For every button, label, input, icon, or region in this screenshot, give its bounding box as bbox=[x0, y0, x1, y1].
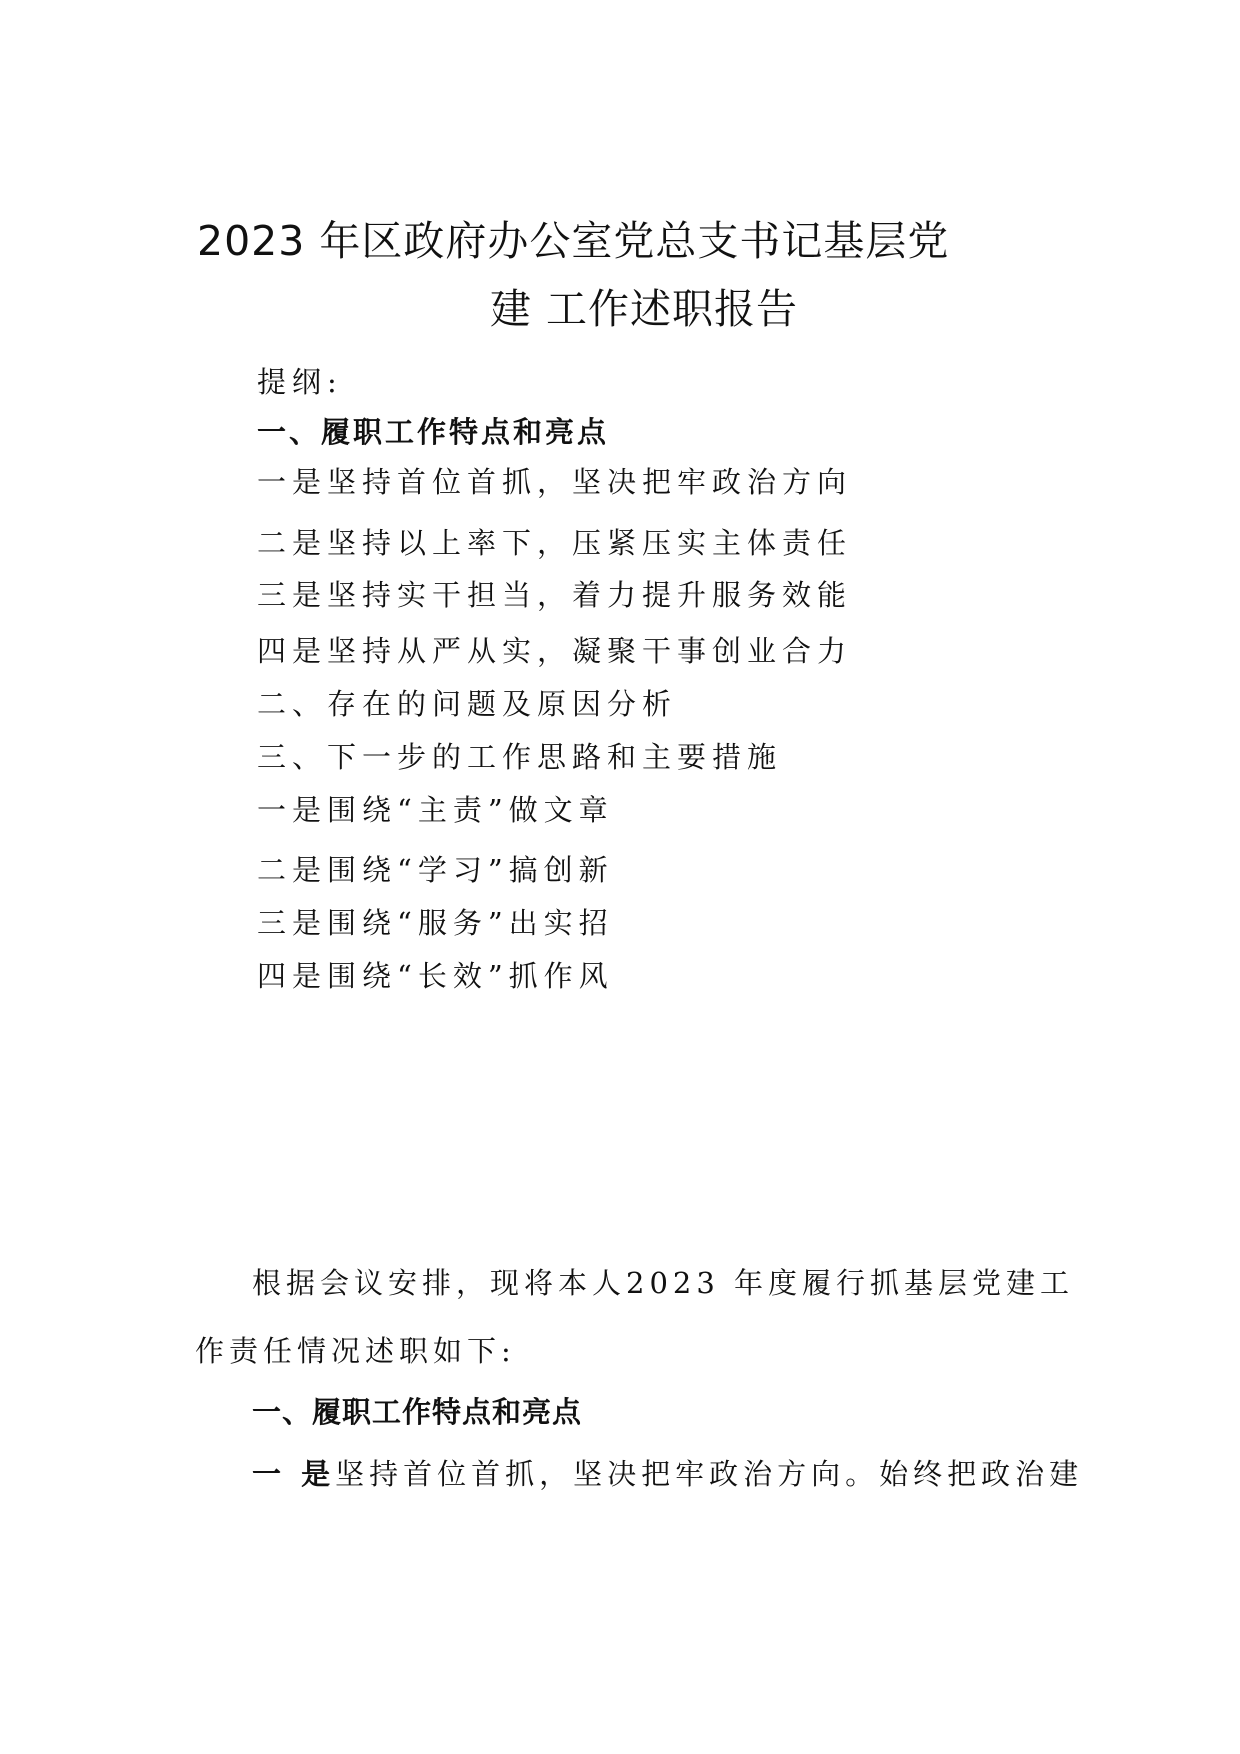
outline-heading-3: 三、下一步的工作思路和主要措施 bbox=[257, 740, 783, 774]
document-title-line-1: 2023 年区政府办公室党总支书记基层党 bbox=[197, 217, 950, 265]
body-section-heading: 一、履职工作特点和亮点 bbox=[252, 1395, 583, 1429]
outline-heading-2: 二、存在的问题及原因分析 bbox=[257, 687, 678, 721]
outline-item: 三是围绕“服务”出实招 bbox=[257, 906, 614, 940]
outline-item: 四是坚持从严从实，凝聚干事创业合力 bbox=[257, 634, 853, 668]
outline-heading-1: 一、履职工作特点和亮点 bbox=[257, 415, 610, 449]
body-paragraph-2-line-1 bbox=[252, 1457, 1084, 1491]
body-paragraph-1-line-2: 作责任情况述职如下: bbox=[195, 1334, 516, 1368]
outline-item: 四是围绕“长效”抓作风 bbox=[257, 959, 614, 993]
paragraph-lead: 一 是 bbox=[252, 1457, 336, 1491]
outline-label: 提纲: bbox=[257, 365, 343, 399]
outline-item: 一是围绕“主责”做文章 bbox=[257, 793, 614, 827]
body-paragraph-1-line-1: 根据会议安排，现将本人2023 年度履行抓基层党建工 bbox=[252, 1266, 1075, 1300]
outline-item: 二是坚持以上率下，压紧压实主体责任 bbox=[257, 526, 853, 560]
paragraph-text: 坚持首位首抓，坚决把牢政治方向。始终把政治建 bbox=[335, 1457, 1084, 1491]
document-title-line-2: 建 工作述职报告 bbox=[490, 285, 799, 333]
outline-item: 一是坚持首位首抓，坚决把牢政治方向 bbox=[257, 465, 853, 499]
outline-item: 三是坚持实干担当，着力提升服务效能 bbox=[257, 578, 853, 612]
outline-item: 二是围绕“学习”搞创新 bbox=[257, 853, 614, 887]
